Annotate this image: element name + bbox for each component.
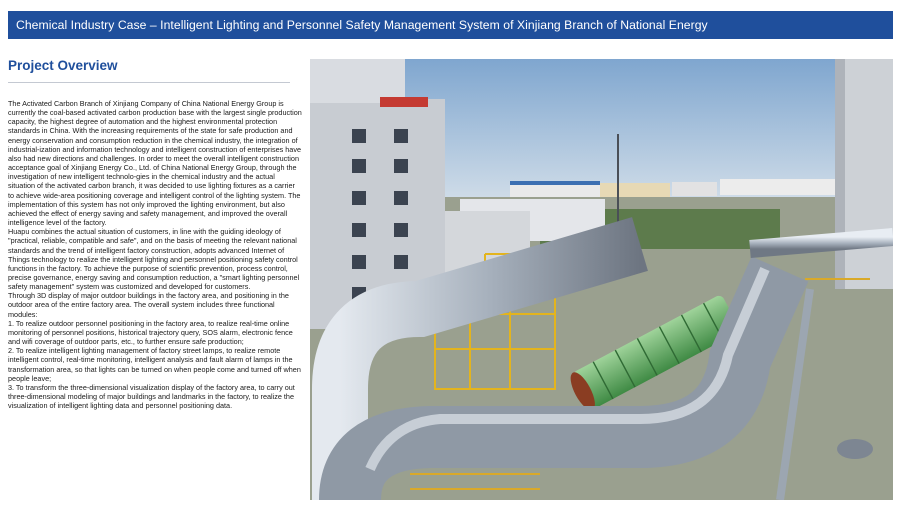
title-banner <box>8 11 893 39</box>
distant-building <box>600 183 670 197</box>
section-heading: Project Overview <box>8 58 118 73</box>
right-tower-shade <box>835 59 845 289</box>
red-roof <box>380 97 428 107</box>
distant-building <box>720 179 835 195</box>
paragraph: The Activated Carbon Branch of Xinjiang Company of China National Energy Group is currently the coal-based activated carbon production base with the largest single production capacity, the highest degree of automation and the highest environmental protection standards in China. With the increasing requirements of the state for safe production and energy conservation and consumption reduction in the chemical industry, the integration of industrial-ization and information technology and intelligent construction of enterprises have also had new directions and challenges. In order to meet the overall intelligent construction acceptance goal of Xinjiang Energy Co., Ltd. of China National Energy Group, through the investigation of new intelligent technolo-gies in the chemical industry and the actual situation of the activated carbon branch, it was decided to use lighting fixtures as a carrier to achieve wide-area positioning coverage and intelligent control of the lighting system. The implementation of this system has not only improved the lighting environment, but also achieved the effect of energy saving and safety management, and improved the overall intelligence level of the factory. <box>8 99 302 228</box>
paragraph: Through 3D display of major outdoor buildings in the factory area, and positioning in the outdoor area of the entire factory area. The overall system includes three functional modules: <box>8 291 289 319</box>
list-item: 2. To realize intelligent lighting management of factory street lamps, to realize remote intelligent control, real-time monitoring, intelligent analysis and fault alarm of lamps in the transformation area, so that lights can be turned on when people come and turned off when people leave; <box>8 346 301 383</box>
pipe-end <box>837 439 873 459</box>
factory-photo <box>310 59 893 500</box>
paragraph: Huapu combines the actual situation of customers, in line with the guiding ideology of "practical, reliable, compatible and safe", and on the basis of meeting the relevant national standards and the trend of intelligent factory construction, adopts advanced Internet of Things technology to realize the intelligent lighting and personnel positioning safety control functions in the factory. To achieve the purpose of scientific prevention, process control, precise governance, energy saving and consumption reduction, a "smart lighting personnel safety management" system was customized and developed for customers. <box>8 227 300 292</box>
distant-building <box>510 184 600 198</box>
list-item: 1. To realize outdoor personnel positioning in the factory area, to realize real-time online monitoring of personnel positions, historical trajectory query, SOS alarm, electronic fence and wifi coverage of outdoor parts, etc., to further ensure safe production; <box>8 318 293 347</box>
list-item: 3. To transform the three-dimensional visualization display of the factory area, to carry out three-dimensional modeling of major buildings and landmarks in the factory, to realize the visualization of intelligent lighting data and personnel positioning data. <box>8 382 295 411</box>
distant-building <box>672 182 717 196</box>
left-building-top <box>310 59 405 103</box>
page-title: Chemical Industry Case – Intelligent Lighting and Personnel Safety Management System of Xinjiang Branch of National Energy <box>16 18 708 32</box>
overview-text <box>8 99 302 410</box>
side-pipe <box>750 237 893 249</box>
distant-building <box>510 181 600 185</box>
heading-divider <box>8 82 290 83</box>
